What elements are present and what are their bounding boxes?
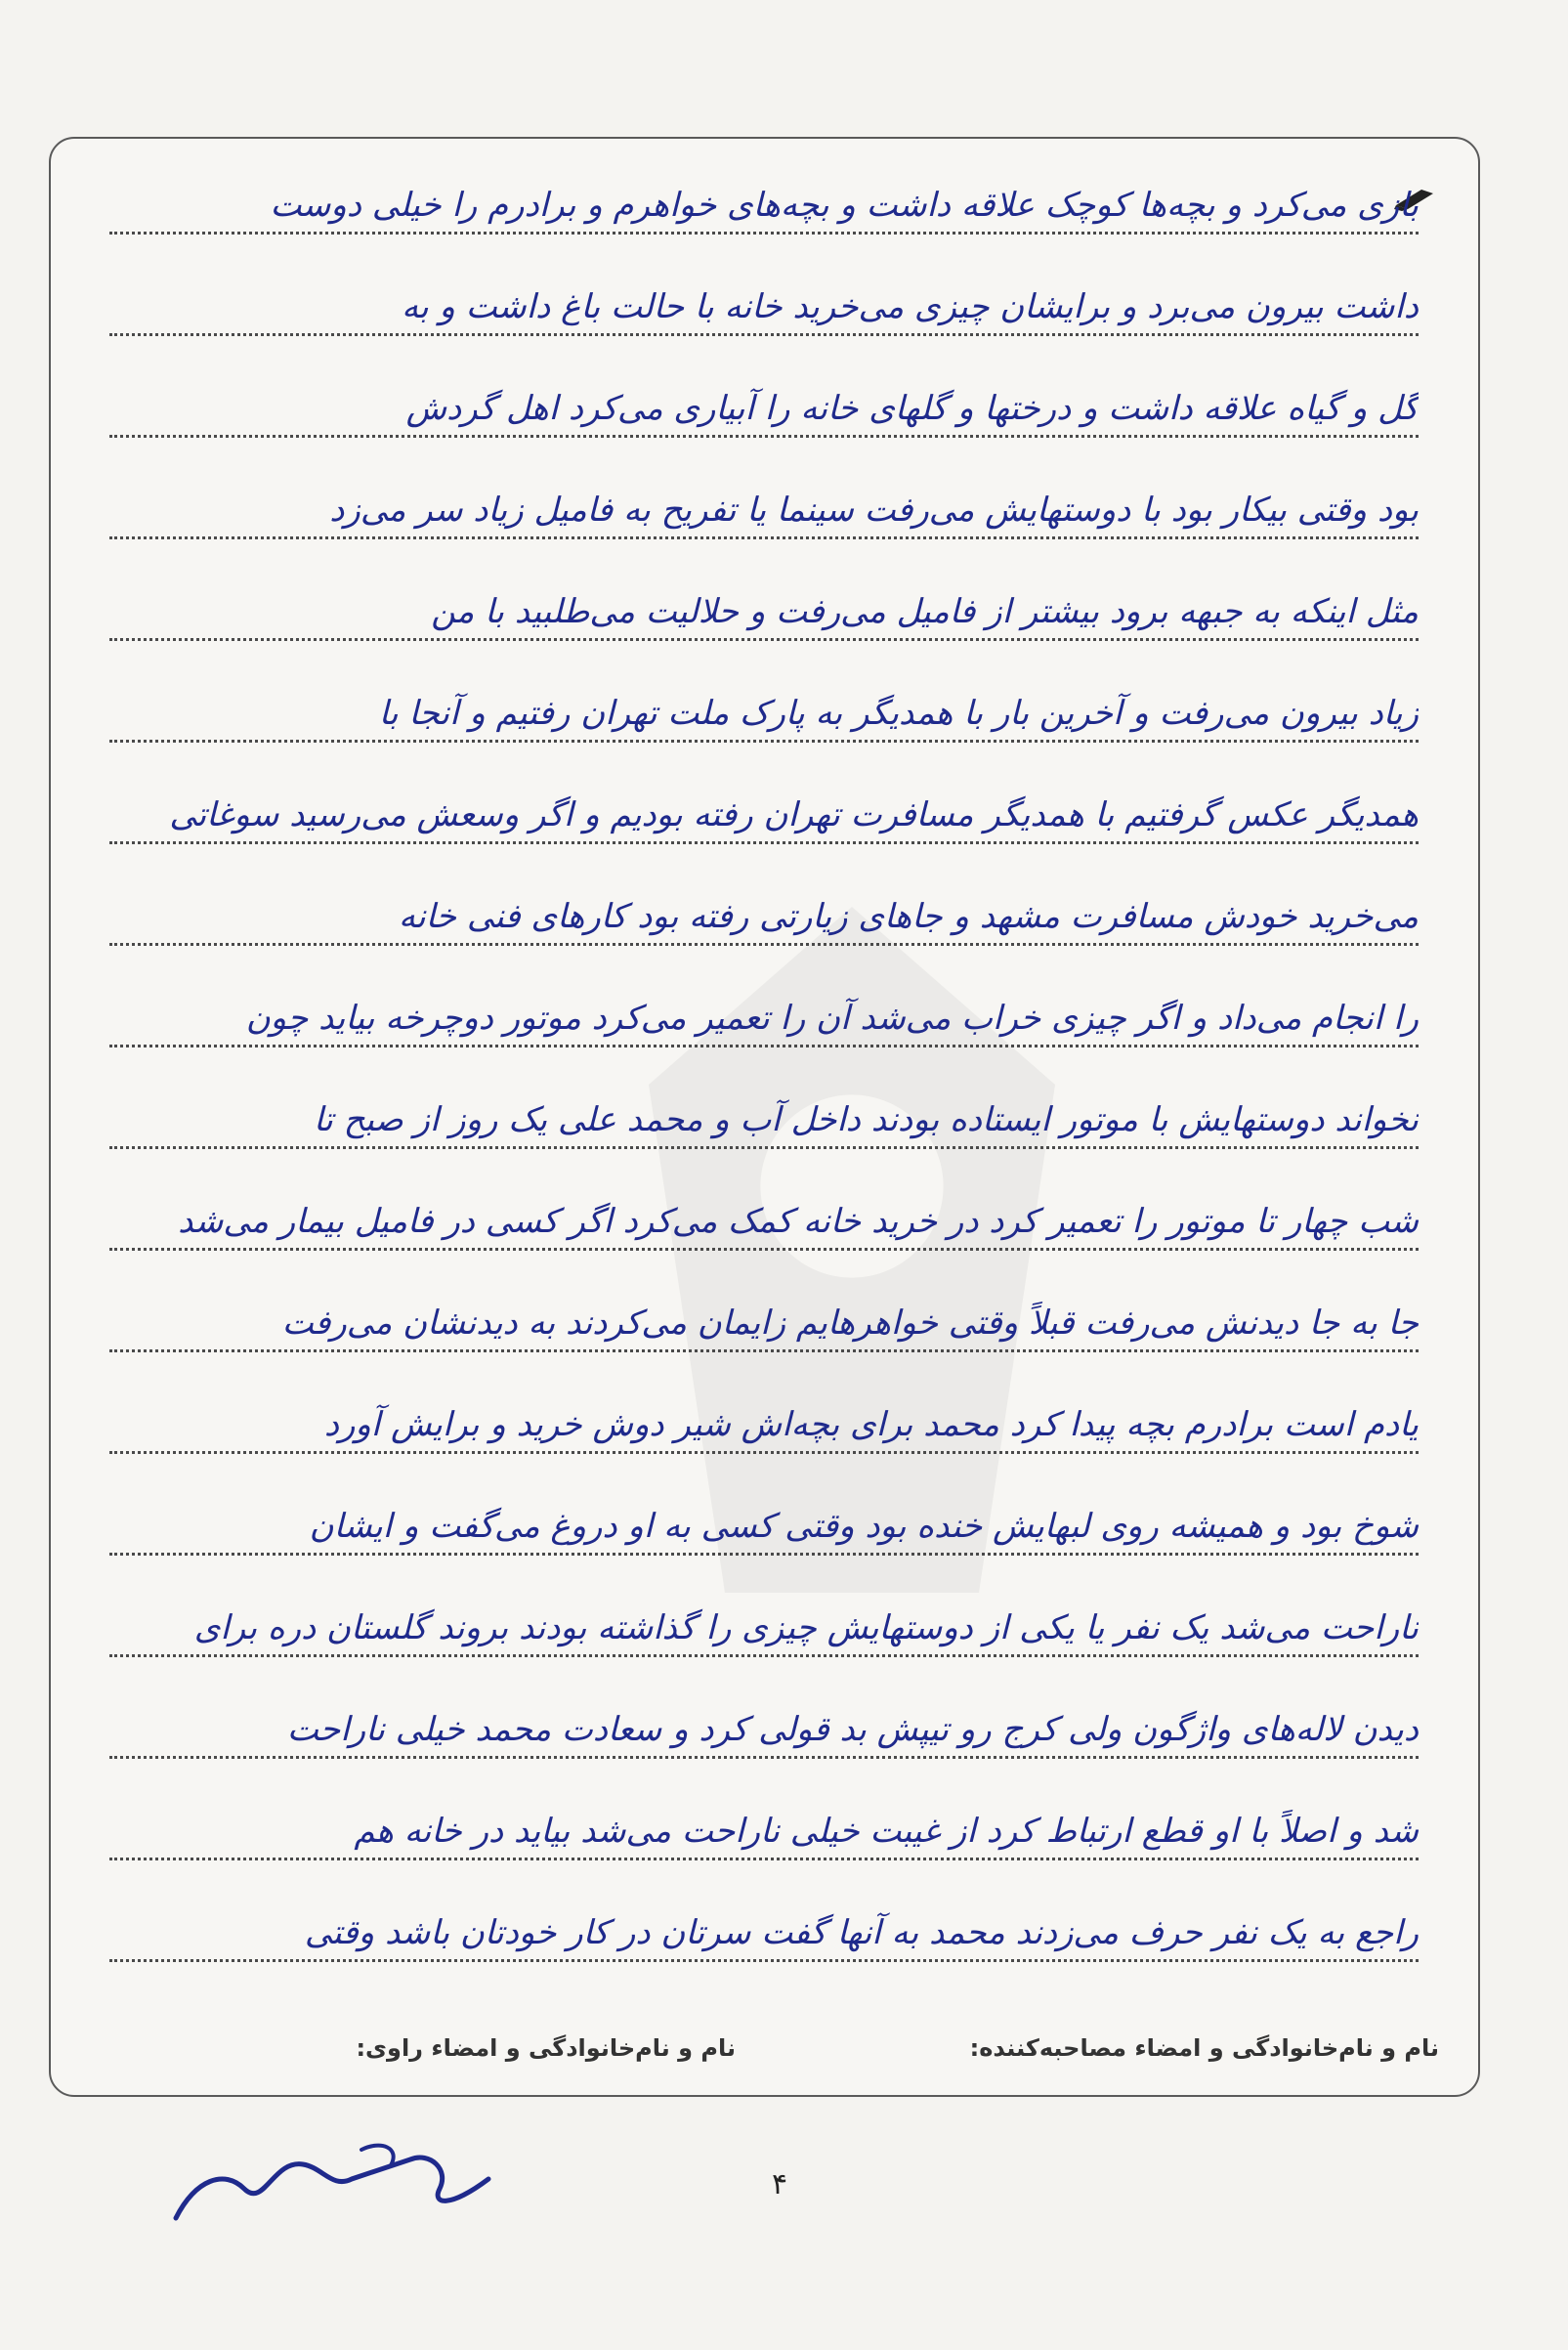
line-text: را انجام می‌داد و اگر چیزی خراب می‌شد آن را تعمیر می‌کرد موتور دوچرخه بیاید چون [245, 999, 1419, 1038]
dotted-rule [109, 1654, 1419, 1657]
line-text: راجع به یک نفر حرف می‌زدند محمد به آنها گفت سرتان در کار خودتان باشد وقتی [304, 1913, 1419, 1952]
line-text: یادم است برادرم بچه پیدا کرد محمد برای بچه‌اش شیر دوش خرید و برایش آورد [323, 1405, 1419, 1444]
text-line [109, 1561, 1419, 1663]
dotted-rule [109, 1858, 1419, 1860]
line-text: همدیگر عکس گرفتیم با همدیگر مسافرت تهران رفته بودیم و اگر وسعش می‌رسید سوغاتی [169, 795, 1419, 834]
dotted-rule [109, 1553, 1419, 1556]
text-line [109, 1257, 1419, 1358]
text-line [109, 1460, 1419, 1561]
dotted-rule [109, 435, 1419, 438]
line-text: شب چهار تا موتور را تعمیر کرد در خرید خانه کمک می‌کرد اگر کسی در فامیل بیمار می‌شد [178, 1202, 1419, 1241]
dotted-rule [109, 536, 1419, 539]
line-text: جا به جا دیدنش می‌رفت قبلاً وقتی خواهرهایم زایمان می‌کردند به دیدنشان می‌رفت [281, 1303, 1419, 1343]
line-text: شد و اصلاً با او قطع ارتباط کرد از غیبت خیلی ناراحت می‌شد بیاید در خانه هم [354, 1812, 1419, 1851]
text-line [109, 545, 1419, 647]
dotted-rule [109, 1248, 1419, 1251]
dotted-rule [109, 333, 1419, 336]
line-text: نخواند دوستهایش با موتور ایستاده بودند داخل آب و محمد علی یک روز از صبح تا [313, 1100, 1419, 1139]
dotted-rule [109, 1045, 1419, 1047]
text-line [109, 240, 1419, 342]
line-text: ناراحت می‌شد یک نفر یا یکی از دوستهایش چیزی را گذاشته بودند بروند گلستان دره برای [193, 1608, 1419, 1647]
text-line [109, 1155, 1419, 1257]
dotted-rule [109, 1756, 1419, 1759]
line-text: زیاد بیرون می‌رفت و آخرین بار با همدیگر به پارک ملت تهران رفتیم و آنجا با [378, 694, 1419, 733]
text-line [109, 139, 1419, 240]
line-text: بود وقتی بیکار بود با دوستهایش می‌رفت سینما یا تفریح به فامیل زیاد سر می‌زد [329, 491, 1419, 530]
interviewer-signature-label: نام و نام‌خانوادگی و امضاء مصاحبه‌کننده: [969, 2034, 1439, 2062]
line-text: گل و گیاه علاقه داشت و درختها و گلهای خانه را آبیاری می‌کرد اهل گردش [405, 389, 1419, 428]
dotted-rule [109, 1146, 1419, 1149]
line-text: مثل اینکه به جبهه برود بیشتر از فامیل می‌رفت و حلالیت می‌طلبید با من [431, 592, 1419, 631]
line-text: داشت بیرون می‌برد و برایشان چیزی می‌خرید خانه با حالت باغ داشت و به [402, 287, 1419, 326]
line-text: دیدن لاله‌های واژگون ولی کرج رو تیپش بد قولی کرد و سعادت محمد خیلی ناراحت [286, 1710, 1419, 1749]
line-text: شوخ بود و همیشه روی لبهایش خنده بود وقتی کسی به او دروغ می‌گفت و ایشان [309, 1507, 1419, 1546]
text-line [109, 1358, 1419, 1460]
text-line [109, 1866, 1419, 1968]
text-line [109, 1663, 1419, 1765]
text-line [109, 748, 1419, 850]
dotted-rule [109, 943, 1419, 946]
line-text: بازی می‌کرد و بچه‌ها کوچک علاقه داشت و بچه‌های خواهرم و برادرم را خیلی دوست [270, 186, 1419, 225]
dotted-rule [109, 638, 1419, 641]
line-text: می‌خرید خودش مسافرت مشهد و جاهای زیارتی رفته بود کارهای فنی خانه [398, 897, 1419, 936]
dotted-rule [109, 740, 1419, 743]
dotted-rule [109, 1451, 1419, 1454]
text-line [109, 1765, 1419, 1866]
text-line [109, 647, 1419, 748]
page-number: ۴ [771, 2167, 788, 2201]
signature [156, 2120, 528, 2238]
text-line [109, 952, 1419, 1053]
text-line [109, 342, 1419, 444]
text-line [109, 444, 1419, 545]
dotted-rule [109, 232, 1419, 235]
text-line [109, 850, 1419, 952]
text-line [109, 1053, 1419, 1155]
dotted-rule [109, 1959, 1419, 1962]
dotted-rule [109, 841, 1419, 844]
narrator-signature-label: نام و نام‌خانوادگی و امضاء راوی: [356, 2034, 736, 2062]
page-frame [49, 137, 1480, 2097]
dotted-rule [109, 1349, 1419, 1352]
